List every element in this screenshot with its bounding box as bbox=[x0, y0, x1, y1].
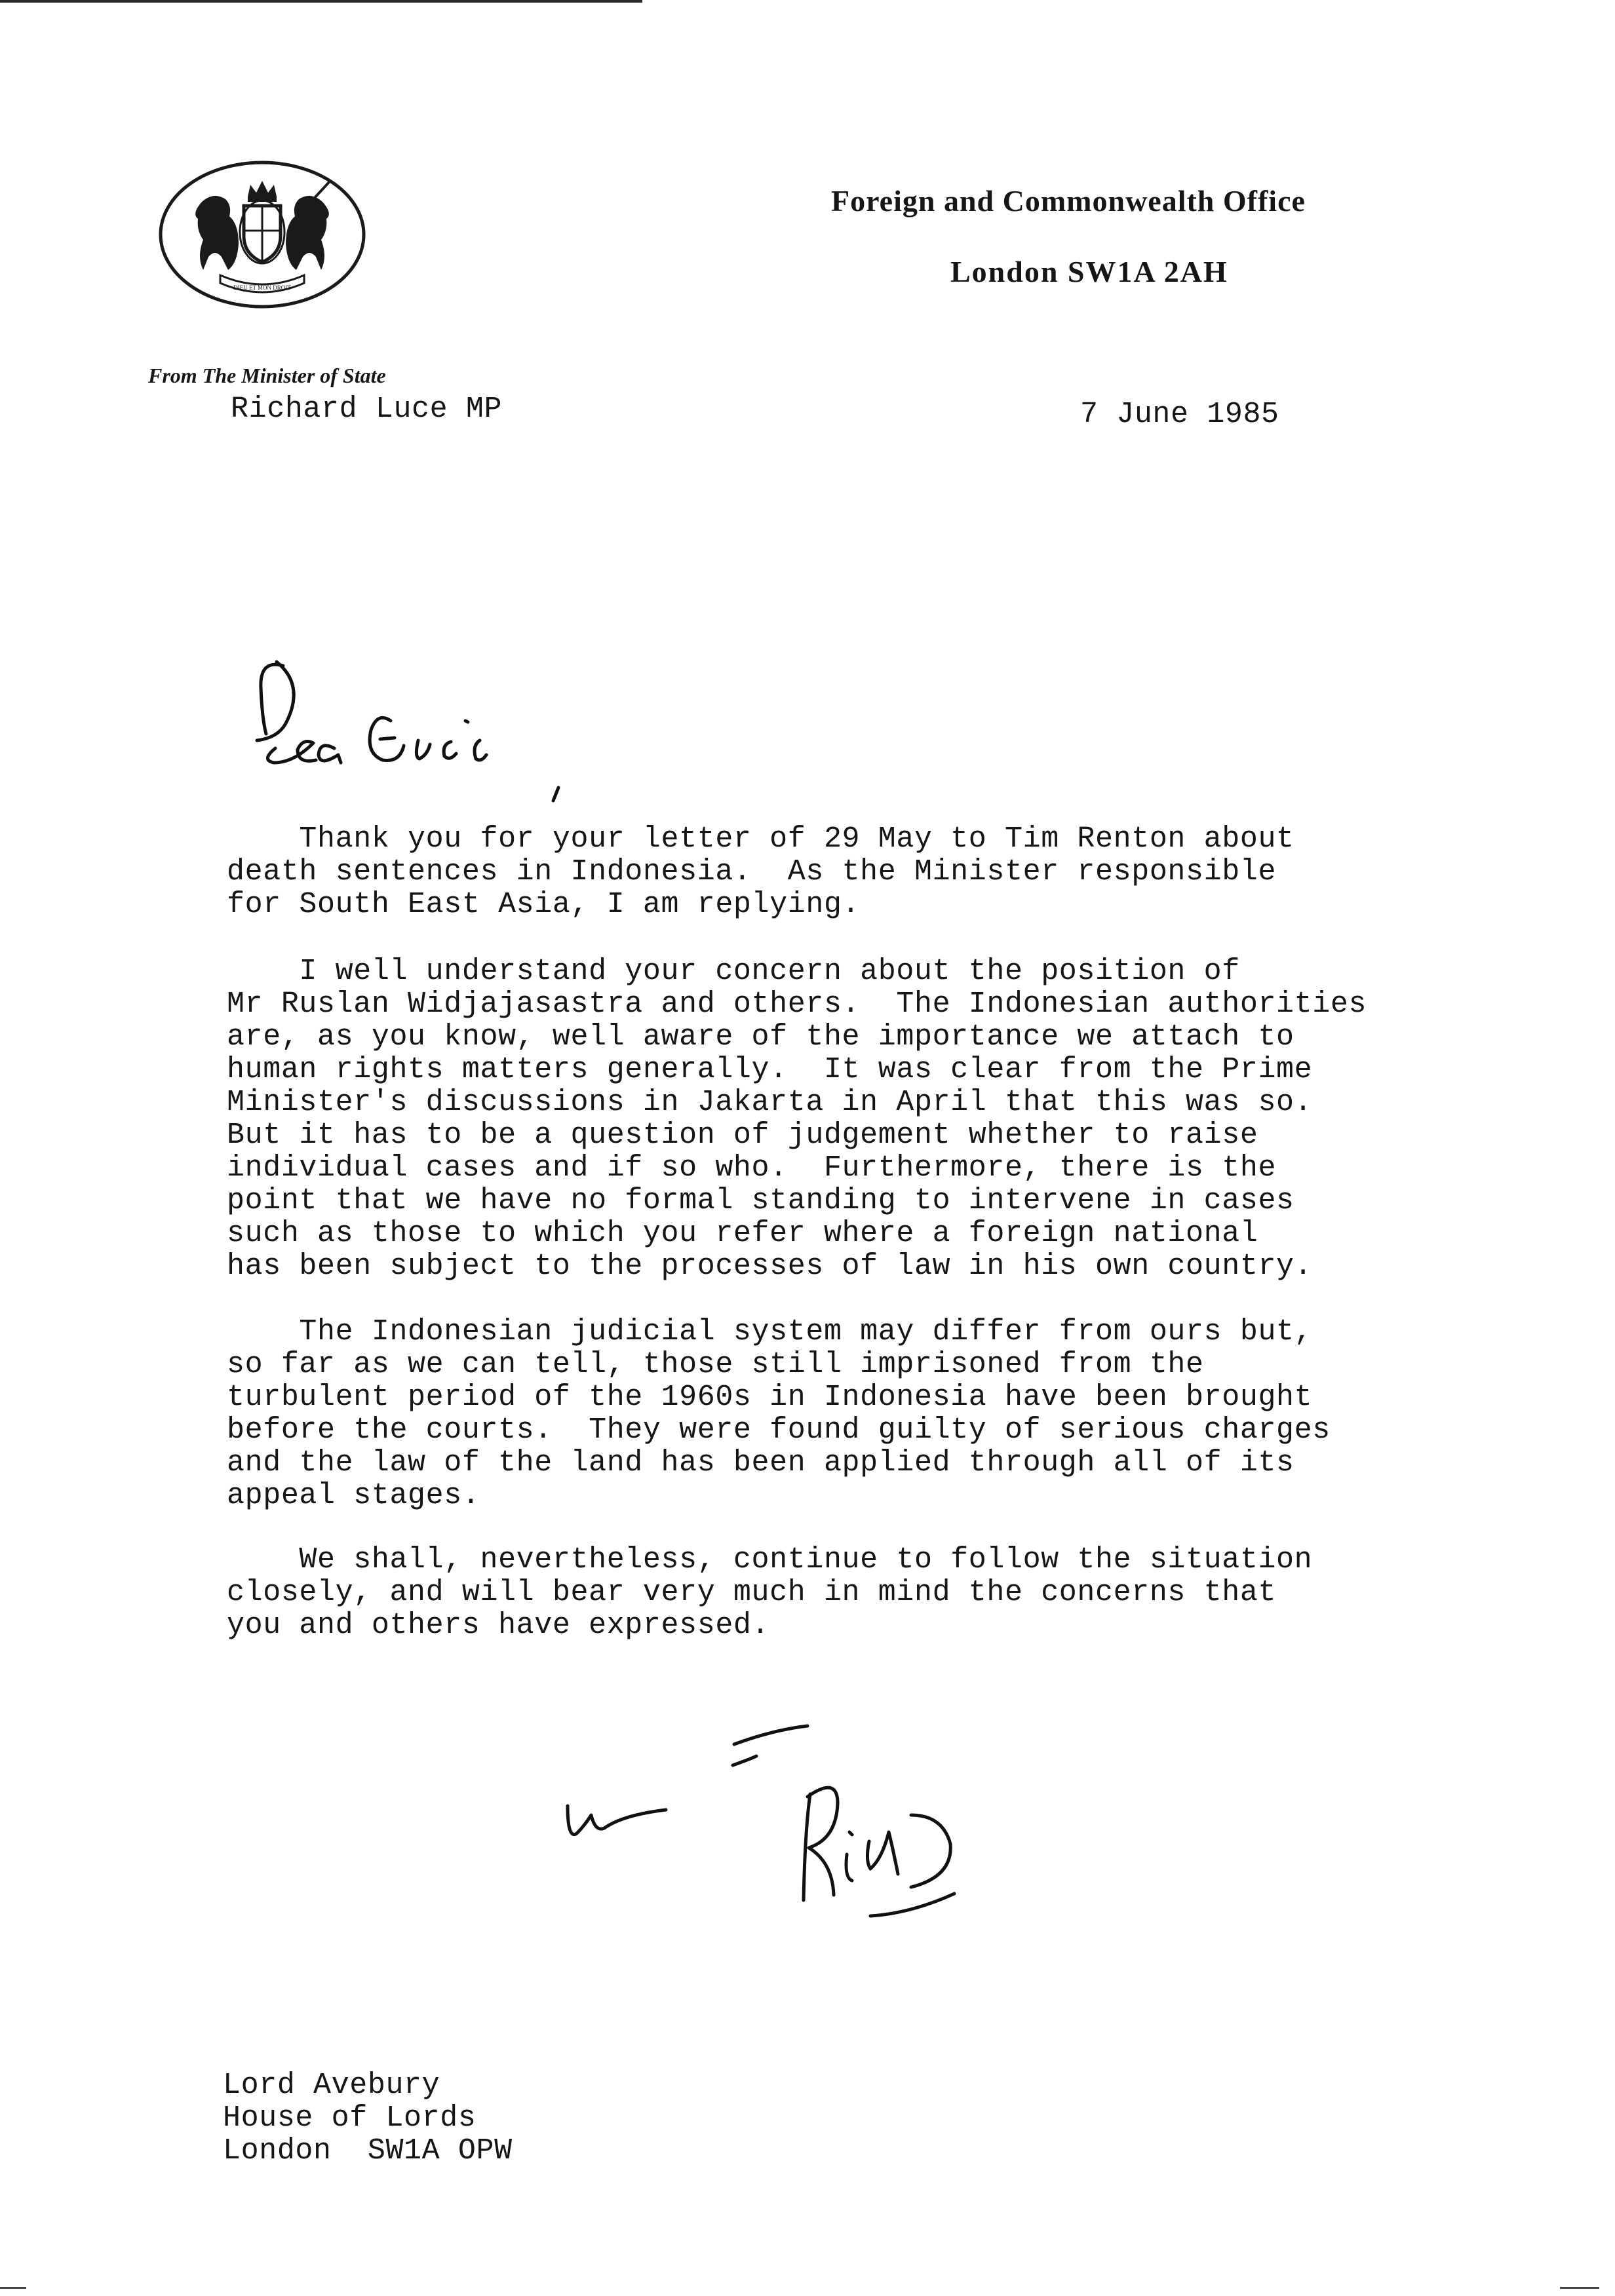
crest-motto: DIEU ET MON DROIT bbox=[233, 284, 291, 291]
office-address: London SW1A 2AH bbox=[950, 255, 1228, 288]
body-paragraph-4: We shall, nevertheless, continue to follow the situation closely, and will bear very much in mind the concerns that you and others have expressed. bbox=[227, 1543, 1313, 1642]
scan-edge-mark bbox=[1560, 2287, 1599, 2289]
body-paragraph-2: I well understand your concern about the position of Mr Ruslan Widjajasastra and others. The Indonesian authorities are, as you know, well aware of the importance we attach to human rights matters generally. It was clear from the Prime Minister's discussions in Jakarta in April that this was so. But it has to be a question of judgement whether to raise individual cases and if so who. Furthermore, there is the point that we have no formal standing to intervene in cases such as those to which you refer where a foreign national has been subject to the processes of law in his own country. bbox=[227, 955, 1367, 1283]
body-paragraph-1: Thank you for your letter of 29 May to Tim Renton about death sentences in Indonesia. As the Minister responsible for South East Asia, I am replying. bbox=[227, 822, 1294, 921]
from-label: From The Minister of State bbox=[148, 364, 386, 387]
handwritten-signature bbox=[544, 1717, 1042, 1992]
scan-edge-mark bbox=[0, 2287, 26, 2289]
office-name: Foreign and Commonwealth Office bbox=[831, 184, 1306, 218]
minister-name: Richard Luce MP bbox=[231, 392, 503, 426]
scan-edge-rule bbox=[0, 0, 642, 3]
royal-crest-icon bbox=[157, 159, 367, 311]
body-paragraph-3: The Indonesian judicial system may differ from ours but, so far as we can tell, those still imprisoned from the turbulent period of the 1960s in Indonesia have been brought before the courts. They were found guilty of serious charges and the law of the land has been applied through all of its appeal stages. bbox=[227, 1315, 1331, 1512]
letter-date: 7 June 1985 bbox=[1080, 398, 1279, 431]
handwritten-salutation bbox=[243, 642, 610, 813]
recipient-address: Lord Avebury House of Lords London SW1A OPW bbox=[223, 2069, 513, 2168]
